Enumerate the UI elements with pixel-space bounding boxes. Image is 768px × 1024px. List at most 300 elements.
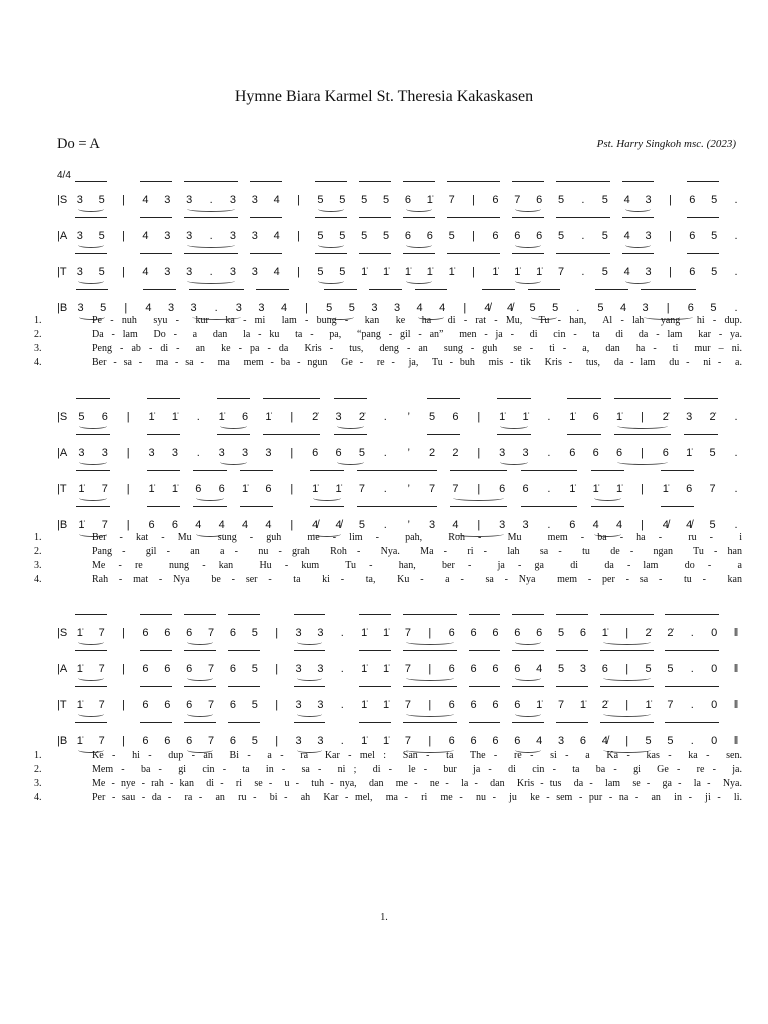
note: 5 — [645, 735, 652, 747]
verse-text: Mem - ba - gi cin - ta in - sa - ni ; di - le - bur ja - di cin - ta ba - gi Ge - re - ja. — [92, 764, 742, 775]
barline: ‖ — [733, 627, 739, 639]
note: 3 — [258, 302, 265, 314]
note: . — [547, 411, 551, 423]
note: 5 — [711, 194, 718, 206]
beam-line — [665, 650, 719, 651]
note: 6 — [514, 627, 521, 639]
barline: | — [625, 627, 629, 639]
note: 1̇ — [522, 411, 529, 423]
slur-arc — [625, 278, 651, 284]
note: 7 — [404, 699, 411, 711]
beam-line — [315, 181, 347, 182]
note: 7 — [404, 663, 411, 675]
note: 0 — [711, 663, 718, 675]
note: 1̇ — [312, 483, 319, 495]
beam-line — [450, 470, 507, 471]
beam-line — [228, 722, 260, 723]
barline: | — [290, 483, 294, 495]
verse-number: 1. — [34, 315, 42, 326]
note: 5 — [98, 266, 105, 278]
slur-arc — [625, 206, 651, 212]
note: 4 — [142, 266, 149, 278]
barline: | — [641, 447, 644, 459]
note: 4̸ — [506, 302, 514, 314]
note: . — [196, 411, 200, 423]
lyric-line — [0, 329, 768, 341]
note: 1̇ — [171, 483, 178, 495]
barline: | — [625, 735, 629, 747]
note: 6 — [186, 699, 193, 711]
beam-line — [600, 722, 654, 723]
beam-line — [622, 253, 654, 254]
voice-label: |T — [57, 483, 67, 495]
note: 3 — [76, 230, 83, 242]
note: 6 — [470, 699, 477, 711]
slur-arc — [297, 711, 323, 717]
beam-line — [334, 398, 367, 399]
staff-t — [0, 685, 768, 719]
beam-line — [567, 398, 600, 399]
beam-line — [556, 686, 588, 687]
note: 1̇ — [76, 627, 83, 639]
slur-arc — [78, 711, 104, 717]
note: 4 — [273, 194, 280, 206]
beam-line — [310, 506, 343, 507]
note: 1̇ — [218, 411, 225, 423]
barline: | — [477, 483, 481, 495]
beam-line — [600, 650, 654, 651]
note: 7 — [358, 483, 365, 495]
note: . — [581, 194, 585, 206]
beam-line — [184, 722, 216, 723]
note: 1̇ — [383, 627, 390, 639]
beam-line — [147, 506, 180, 507]
note: 3 — [335, 411, 342, 423]
verse-number: 2. — [34, 764, 42, 775]
note: 6 — [536, 194, 543, 206]
note: 5 — [251, 699, 258, 711]
note: 3 — [171, 447, 178, 459]
note: 6 — [448, 663, 455, 675]
beam-line — [228, 614, 260, 615]
note: 5 — [601, 266, 608, 278]
beam-line — [357, 470, 437, 471]
beam-line — [334, 434, 367, 435]
note: 3 — [190, 302, 197, 314]
beam-line — [665, 722, 719, 723]
note: 3 — [317, 699, 324, 711]
notation-line — [57, 626, 747, 640]
note: . — [734, 302, 738, 314]
beam-line — [403, 217, 435, 218]
note: 5 — [709, 519, 716, 531]
barline: | — [122, 663, 126, 675]
notation-line — [57, 410, 747, 424]
note: 1̇ — [592, 483, 599, 495]
notation-line — [57, 698, 747, 712]
note: 3 — [429, 519, 436, 531]
note: 6 — [171, 519, 178, 531]
note: 6 — [514, 699, 521, 711]
beam-line — [684, 398, 717, 399]
note: 3 — [317, 663, 324, 675]
beam-line — [140, 181, 172, 182]
time-signature: 4/4 — [57, 170, 71, 181]
note: . — [734, 519, 738, 531]
note: 6 — [312, 447, 319, 459]
beam-line — [76, 434, 109, 435]
barline: | — [275, 699, 279, 711]
slur-arc — [515, 711, 541, 717]
note: 5 — [383, 230, 390, 242]
voice-label: |T — [57, 266, 67, 278]
notation-line — [57, 229, 747, 243]
verse-text: Rah - mat - Nya be - ser - ta ki - ta, Ku - a - sa - Nya mem - per - sa - tu - kan — [92, 574, 742, 585]
beam-line — [76, 506, 109, 507]
beam-line — [556, 722, 588, 723]
beam-line — [665, 614, 719, 615]
note: 6 — [569, 447, 576, 459]
beam-line — [228, 650, 260, 651]
beam-line — [447, 181, 501, 182]
notation-line — [57, 446, 747, 460]
beam-line — [687, 181, 719, 182]
note: ’ — [407, 519, 410, 531]
beam-line — [512, 253, 544, 254]
note: 5 — [251, 627, 258, 639]
verse-text: Me - nye - rah - kan di - ri se - u - tuh - nya, dan me - ne - la - dan Kris - tus da - lam se - ga - la - Nya. — [92, 778, 742, 789]
note: 3 — [76, 266, 83, 278]
note: . — [734, 483, 738, 495]
notation-line — [57, 482, 747, 496]
barline: | — [472, 194, 475, 206]
slur-arc — [337, 423, 364, 429]
note: 6 — [241, 411, 249, 423]
barline: | — [668, 194, 672, 206]
note: 1̇ — [601, 627, 608, 639]
note: 6 — [448, 699, 455, 711]
note: 2 — [429, 447, 436, 459]
note: 4 — [416, 302, 423, 314]
note: 2̇ — [662, 411, 669, 423]
note: 5 — [711, 266, 718, 278]
barline: | — [275, 627, 279, 639]
note: 3 — [218, 447, 225, 459]
slur-arc — [625, 242, 651, 248]
note: 6 — [514, 735, 521, 747]
note: 6 — [499, 483, 506, 495]
beam-line — [600, 686, 654, 687]
slur-arc — [297, 639, 323, 645]
beam-line — [614, 434, 671, 435]
note: 0 — [711, 699, 718, 711]
beam-line — [294, 686, 326, 687]
note: 4 — [623, 194, 630, 206]
voice-label: |B — [57, 735, 68, 747]
beam-line — [75, 614, 107, 615]
beam-line — [75, 650, 107, 651]
note: 6 — [492, 627, 499, 639]
note: 3 — [642, 302, 649, 314]
note: 3 — [393, 302, 401, 314]
beam-line — [556, 217, 610, 218]
notation-line — [57, 734, 747, 748]
slur-arc — [187, 711, 213, 717]
beam-line — [140, 217, 172, 218]
lyric-line — [0, 357, 768, 369]
note: 6 — [148, 519, 155, 531]
note: . — [581, 230, 585, 242]
lyric-line — [0, 792, 768, 804]
beam-line — [556, 614, 588, 615]
beam-line — [591, 506, 624, 507]
note: 6 — [687, 302, 694, 314]
note: 4 — [616, 519, 623, 531]
note: 5 — [100, 302, 107, 314]
staff-a — [0, 433, 768, 467]
slur-arc — [617, 423, 668, 429]
note: 1̇ — [383, 699, 390, 711]
note: 1̇ — [361, 663, 368, 675]
note: 1̇ — [448, 266, 455, 278]
barline: | — [290, 411, 294, 423]
note: 4 — [241, 519, 249, 531]
note: 4 — [142, 194, 149, 206]
note: . — [383, 483, 387, 495]
barline: | — [477, 519, 481, 531]
note: 4 — [145, 302, 152, 314]
note: 6 — [492, 663, 499, 675]
barline: | — [122, 699, 126, 711]
note: 5 — [98, 194, 105, 206]
barline: | — [641, 483, 644, 495]
note: 1̇ — [76, 663, 83, 675]
note: 3 — [229, 266, 237, 278]
staff-s — [0, 180, 768, 214]
note: 6 — [426, 230, 433, 242]
note: 6 — [186, 735, 193, 747]
note: 3 — [164, 230, 171, 242]
note: 5 — [710, 302, 717, 314]
note: 6 — [569, 519, 576, 531]
slur-arc — [220, 423, 247, 429]
note: 4̸ — [601, 735, 608, 747]
note: 6 — [195, 483, 202, 495]
note: 6 — [164, 663, 171, 675]
note: 4 — [452, 519, 459, 531]
note: 6 — [448, 735, 455, 747]
note: 6 — [229, 699, 237, 711]
notation-line — [57, 662, 747, 676]
beam-line — [140, 253, 172, 254]
beam-line — [140, 722, 172, 723]
note: 6 — [142, 735, 149, 747]
beam-line — [256, 289, 289, 290]
note: 7 — [98, 735, 105, 747]
note: 5 — [251, 735, 258, 747]
note: 6 — [186, 627, 193, 639]
note: 6 — [101, 411, 108, 423]
note: 5 — [645, 663, 652, 675]
slur-arc — [196, 495, 223, 501]
verse-number: 3. — [34, 343, 42, 354]
note: 1̇ — [579, 699, 586, 711]
note: 3 — [235, 302, 242, 314]
note: 5 — [339, 230, 346, 242]
verse-text: Ber - kat - Mu sung - guh me - lim - pah, Roh - Mu mem - ba - ha - ru - i — [92, 532, 742, 543]
note: 7 — [101, 483, 108, 495]
beam-line — [359, 650, 391, 651]
note: 4̸ — [335, 519, 342, 531]
note: 1̇ — [492, 266, 499, 278]
beam-line — [240, 506, 273, 507]
beam-line — [75, 686, 107, 687]
note: 0 — [711, 627, 718, 639]
note: 5 — [557, 663, 565, 675]
beam-line — [512, 181, 544, 182]
beam-line — [184, 217, 238, 218]
note: 7 — [429, 483, 436, 495]
verse-text: Da - lam Do - a dan la - ku ta - pa, “pang - gil - an” men - ja - di cin - ta di da - lam kar - ya. — [92, 329, 742, 340]
note: 6 — [470, 735, 477, 747]
beam-line — [217, 398, 250, 399]
voice-label: |A — [57, 230, 68, 242]
lyric-line — [0, 343, 768, 355]
note: 1̇ — [361, 699, 368, 711]
note: 6 — [229, 735, 237, 747]
barline: | — [297, 266, 300, 278]
note: 6 — [492, 735, 499, 747]
note: 1̇ — [361, 627, 368, 639]
note: 1̇ — [148, 411, 155, 423]
note: 7 — [208, 663, 215, 675]
beam-line — [250, 253, 282, 254]
slur-arc — [78, 675, 104, 681]
beam-line — [661, 470, 694, 471]
note: 5 — [601, 230, 608, 242]
note: 3 — [241, 447, 249, 459]
note: 5 — [78, 411, 85, 423]
note: 6 — [592, 411, 599, 423]
staff-a — [0, 649, 768, 683]
note: 5 — [358, 447, 365, 459]
note: 2̇ — [312, 411, 319, 423]
note: 7 — [514, 194, 521, 206]
slur-arc — [406, 206, 432, 212]
note: 7 — [404, 627, 411, 639]
voice-label: |S — [57, 194, 68, 206]
beam-line — [687, 217, 719, 218]
beam-line — [359, 253, 391, 254]
slur-arc — [78, 206, 104, 212]
note: 3 — [295, 627, 302, 639]
note: . — [581, 266, 585, 278]
note: 1̇ — [335, 483, 342, 495]
beam-line — [76, 470, 109, 471]
note: 3 — [686, 411, 693, 423]
note: 3 — [645, 230, 652, 242]
note: 2̇ — [645, 627, 652, 639]
note: 5 — [557, 627, 565, 639]
beam-line — [240, 470, 273, 471]
note: 5 — [448, 230, 455, 242]
beam-line — [556, 650, 588, 651]
slur-arc — [187, 639, 213, 645]
note: 3 — [265, 447, 272, 459]
note: 4 — [623, 230, 630, 242]
note: 6 — [470, 663, 477, 675]
beam-line — [193, 506, 226, 507]
note: 3 — [295, 735, 302, 747]
barline: ‖ — [733, 735, 739, 747]
note: 1̇ — [383, 266, 390, 278]
slur-arc — [515, 242, 541, 248]
note: 3 — [229, 230, 237, 242]
note: . — [383, 519, 387, 531]
note: 6 — [492, 194, 499, 206]
note: 5 — [667, 663, 674, 675]
note: 6 — [335, 447, 342, 459]
barline: | — [122, 266, 126, 278]
note: 3 — [499, 447, 506, 459]
note: 1̇ — [148, 483, 155, 495]
barline: | — [668, 266, 672, 278]
note: 7 — [404, 735, 411, 747]
composer-credit: Pst. Harry Singkoh msc. (2023) — [596, 138, 736, 150]
note: 6 — [689, 230, 696, 242]
note: 2̇ — [358, 411, 365, 423]
barline: | — [625, 699, 629, 711]
note: . — [196, 447, 200, 459]
note: 7 — [709, 483, 716, 495]
note: 1̇ — [616, 483, 623, 495]
note: 5 — [339, 194, 346, 206]
beam-line — [687, 253, 719, 254]
lyric-line — [0, 764, 768, 776]
note: 1̇ — [78, 483, 85, 495]
note: 1̇ — [426, 194, 433, 206]
notation-line — [57, 265, 747, 279]
note: 7 — [101, 519, 108, 531]
slur-arc — [78, 242, 104, 248]
note: 7 — [448, 194, 455, 206]
beam-line — [661, 506, 694, 507]
beam-line — [595, 289, 628, 290]
note: 7 — [557, 266, 565, 278]
beam-line — [193, 470, 226, 471]
slur-arc — [79, 495, 106, 501]
staff-s — [0, 397, 768, 431]
beam-line — [75, 217, 107, 218]
note: 7 — [98, 699, 105, 711]
note: 3 — [78, 447, 85, 459]
barline: | — [275, 663, 279, 675]
note: 5 — [317, 194, 324, 206]
barline: | — [290, 447, 294, 459]
note: 1̇ — [662, 483, 669, 495]
slur-arc — [453, 495, 504, 501]
beam-line — [482, 289, 515, 290]
barline: | — [297, 194, 300, 206]
verse-number: 4. — [34, 792, 42, 803]
barline: | — [428, 663, 432, 675]
beam-line — [403, 181, 435, 182]
beam-line — [147, 470, 180, 471]
note: . — [690, 699, 694, 711]
barline: | — [428, 627, 432, 639]
note: 3 — [164, 194, 171, 206]
beam-line — [556, 253, 610, 254]
